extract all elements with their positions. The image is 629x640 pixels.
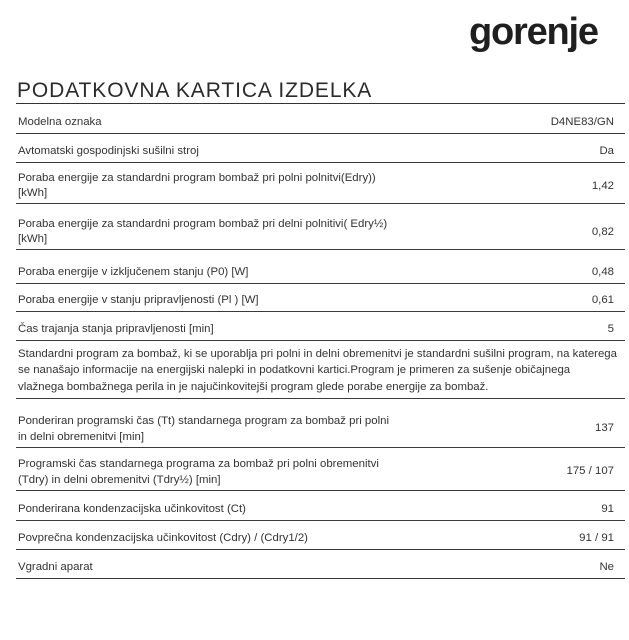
- spec-label: Poraba energije za standardni program bombaž pri polni polnitvi(Edry)): [18, 172, 376, 184]
- spec-value: 137: [594, 422, 614, 434]
- spec-value: 1,42: [591, 180, 614, 192]
- spec-label: Avtomatski gospodinjski sušilni stroj: [18, 145, 199, 157]
- spec-value: 5: [607, 323, 614, 335]
- spec-label-unit: [kWh]: [18, 187, 48, 199]
- spec-row-weighted-condensation: [16, 499, 625, 521]
- spec-label: Poraba energije v izključenem stanju (P0) [W]: [18, 266, 249, 278]
- spec-value: 175 / 107: [566, 465, 614, 477]
- spec-label: Ponderiran programski čas (Tt) standarnega program za bombaž pri polni: [18, 415, 390, 427]
- spec-row-built-in: [16, 557, 625, 579]
- page-title: PODATKOVNA KARTICA IZDELKA: [17, 79, 373, 102]
- spec-value: 0,82: [591, 226, 614, 238]
- spec-label: Ponderirana kondenzacijska učinkovitost (Ct): [18, 503, 246, 515]
- spec-value: 0,48: [591, 266, 614, 278]
- spec-label: Čas trajanja stanja pripravljenosti [min]: [18, 323, 214, 335]
- spec-label: Poraba energije v stanju pripravljenosti (Pl ) [W]: [18, 294, 259, 306]
- spec-value: D4NE83/GN: [550, 116, 614, 128]
- spec-row-program-time: [16, 456, 625, 491]
- spec-row-model: [16, 112, 625, 134]
- spec-row-standard-program-note: [16, 347, 625, 399]
- spec-value: 0,61: [591, 294, 614, 306]
- spec-row-average-condensation: [16, 528, 625, 550]
- spec-label-cont: (Tdry) in delni obremenitvi (Tdry½) [min]: [18, 474, 221, 486]
- spec-label: Povprečna kondenzacijska učinkovitost (Cdry) / (Cdry1/2): [18, 532, 308, 544]
- spec-value: Ne: [599, 561, 614, 573]
- spec-row-off-mode: [16, 262, 625, 284]
- spec-row-energy-partial: [16, 216, 625, 250]
- spec-label: Poraba energije za standardni program bombaž pri delni polnitivi( Edry½): [18, 218, 388, 230]
- title-divider: [16, 103, 625, 104]
- spec-label: Modelna oznaka: [18, 116, 102, 128]
- spec-row-weighted-program-time: [16, 410, 625, 448]
- spec-label: Vgradni aparat: [18, 561, 93, 573]
- spec-label-unit: [kWh]: [18, 233, 48, 245]
- spec-row-automatic: [16, 141, 625, 163]
- spec-label-cont: in delni obremenitvi [min]: [18, 431, 144, 443]
- spec-label: Programski čas standarnega programa za bombaž pri polni obremenitvi: [18, 458, 379, 470]
- spec-value: Da: [599, 145, 614, 157]
- spec-row-standby: [16, 290, 625, 312]
- spec-value: 91: [601, 503, 614, 515]
- spec-row-standby-duration: [16, 319, 625, 341]
- spec-row-energy-full: [16, 171, 625, 204]
- spec-value: 91 / 91: [579, 532, 614, 544]
- standard-program-description: Standardni program za bombaž, ki se uporablja pri polni in delni obremenitvi je standardni sušilni program, na katerega se nanašajo informacije na energijski nalepki in podatkovni kartici.Program je primeren za sušenje običajnega vlažnega bombažnega perila in je najučinkovitejši program glede porabe energije za bombaž.: [18, 347, 617, 393]
- gorenje-logo: gorenje: [469, 11, 598, 53]
